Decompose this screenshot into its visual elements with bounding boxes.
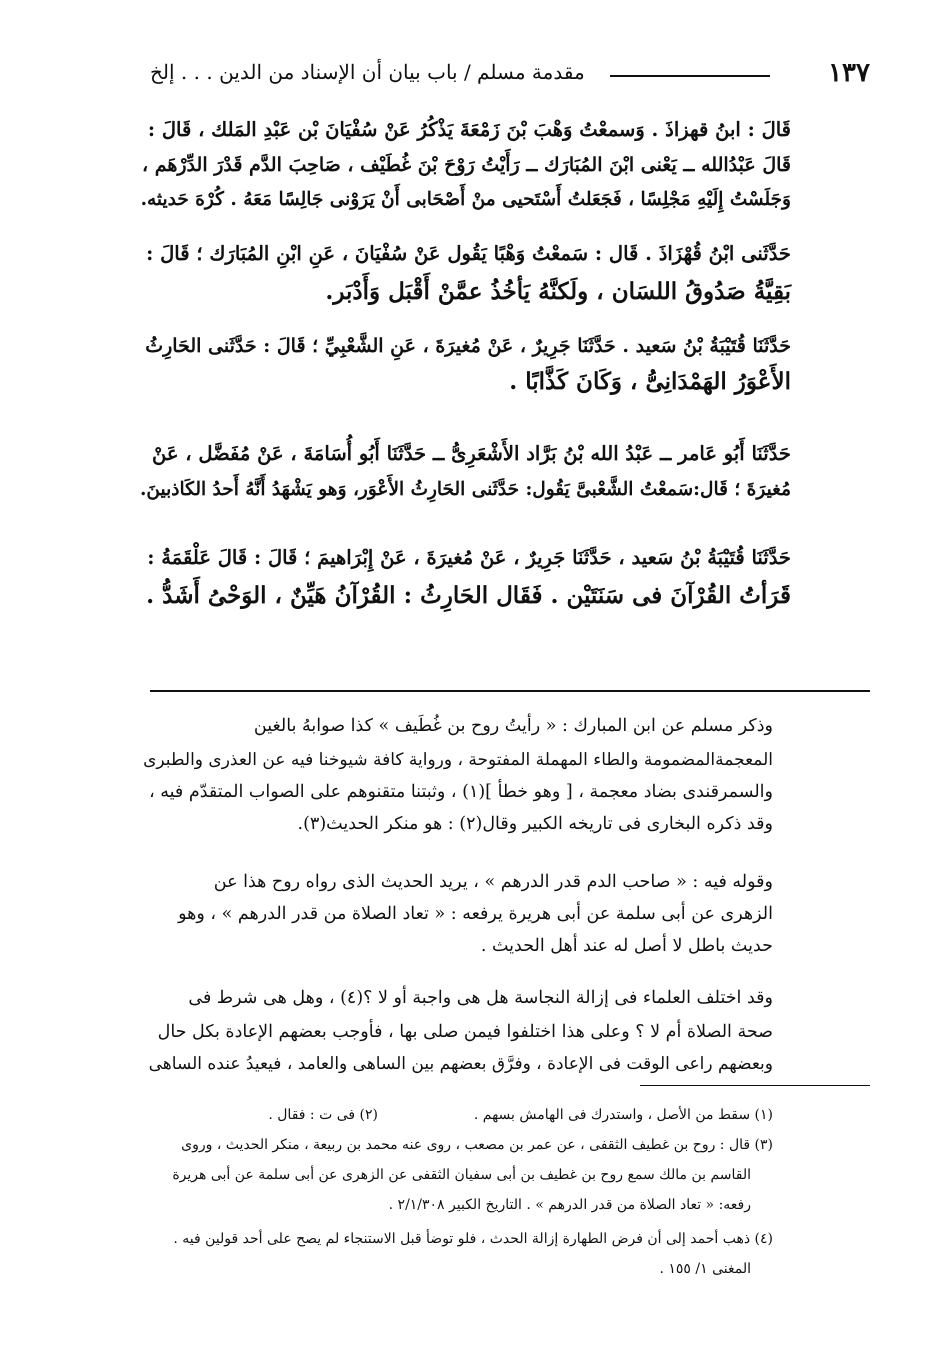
footnote-divider [640, 1085, 870, 1086]
running-header [150, 58, 870, 92]
main-text-line: قَالَ : ابنُ قهزاذَ . وَسمعْتُ وَهْبَ بْنَ زَمْعَةَ يَذْكُرُ عَنْ سُفْيَانَ بْن عَبْدِ المَلك ، قَالَ : [147, 118, 791, 141]
footnote-4-line: المغنى ١/ ١٥٥ . [659, 1261, 751, 1277]
main-text-line: حَدَّثَنَا قُتَيْبَةُ بْنُ سَعيد . حَدَّثَنَا جَرِيرٌ ، عَنْ مُغيرَةَ ، عَنِ الشَّعْبِيِّ ؛ قَالَ : حَدَّثَنى الحَارِثُ [145, 335, 791, 357]
commentary-line: الزهرى عن أبى سلمة عن أبى هريرة يرفعه : « تعاد الصلاة من قدر الدرهم » ، وهو [178, 904, 773, 924]
commentary-line: وقد اختلف العلماء فى إزالة النجاسة هل هى واجبة أو لا ؟(٤) ، وهل هى شرط فى [188, 988, 773, 1008]
header-rule [610, 75, 770, 77]
main-text-line: وَجَلَسْتُ إِلَيْهِ مَجْلِسًا ، فَجَعَلتُ أَسْتَحيى منْ أَصْحَابى أَنْ يَرَوْنى جَالِسًا مَعَهُ . كُرْهَ حَديثه. [140, 189, 791, 210]
main-text-line: قَرَأتُ القُرْآنَ فى سَنَتَيْن . فَقَال الحَارِثُ : القُرْآنُ هَيِّنٌ ، الوَحْىُ أَشَدُّ . [146, 582, 791, 609]
commentary-line: وقد ذكره البخارى فى تاريخه الكبير وقال(٢) : هو منكر الحديث(٣). [297, 814, 773, 834]
footnote-4-line: (٤) ذهب أحمد إلى أن فرض الطهارة إزالة الحدث ، فلو توضأ قبل الاستنجاء لم يصح على أحد قولين فيه . [173, 1231, 773, 1247]
main-text-line: مُغيرَةَ ؛ قَال:سَمعْتُ الشَّعْبىَّ يَقُول: حَدَّثَنى الحَارِثُ الأَعْوَر، وَهو يَشْهَدُ أَنَّهُ أَحدُ الكَاذبينَ. [139, 479, 791, 500]
main-text-line: حَدَّثَنَا أَبُو عَامر ــ عَبْدُ الله بْنُ بَرَّاد الأَشْعَرِىُّ ــ حَدَّثَنَا أَبُو أُسَامَةَ ، عَنْ مُفَضَّل ، عَنْ [152, 442, 791, 465]
page-number: ١٣٧ [828, 58, 870, 88]
footnote-1: (١) سقط من الأصل ، واستدرك فى الهامش بسهم . [473, 1107, 773, 1123]
section-divider [150, 690, 870, 692]
footnote-3-line: (٣) قال : روح بن غطيف الثقفى ، عن عمر بن مصعب ، روى عنه محمد بن ربيعة ، منكر الحديث ، وروى [181, 1137, 773, 1153]
footnote-row [83, 1104, 773, 1130]
main-text-line: الأَعْوَرُ الهَمْدَانِىُّ ، وَكَانَ كَذَّابًا . [509, 368, 791, 395]
running-title: مقدمة مسلم / باب بيان أن الإسناد من الدين . . . إلخ [150, 60, 585, 84]
footnote-3-line: القاسم بن مالك سمع روح بن غطيف بن أبى سفيان الثقفى عن الزهرى عن أبى سلمة عن أبى هريرة [172, 1167, 751, 1183]
commentary-line: وبعضهم راعى الوقت فى الإعادة ، وفرَّق بعضهم بين الساهى والعامد ، فيعيدُ عنده الساهى [148, 1054, 773, 1074]
commentary-line: والسمرقندى بضاد معجمة ، [ وهو خطأ ](١) ، وثبتنا متقنوهم على الصواب المتقدّم فيه ، [149, 782, 773, 802]
commentary-line: صحة الصلاة أم لا ؟ وعلى هذا اختلفوا فيمن صلى بها ، فأوجب بعضهم الإعادة بكل حال [157, 1022, 773, 1042]
footnote-2: (٢) فى ت : فقال . [268, 1107, 378, 1123]
commentary-line: حديث باطل لا أصل له عند أهل الحديث . [480, 936, 773, 956]
commentary-line: وذكر مسلم عن ابن المبارك : « رأيتُ روح بن غُطَيف » كذا صوابهُ بالغين [253, 716, 773, 736]
commentary-line: وقوله فيه : « صاحب الدم قدر الدرهم » ، يريد الحديث الذى رواه روح هذا عن [213, 872, 773, 892]
commentary-line: المعجمةالمضمومة والطاء المهملة المفتوحة ، ورواية كافة شيوخنا فيه عن العذرى والطبرى [143, 750, 773, 770]
main-text-line: حَدَّثَنى ابْنُ قُهْزَاذَ . قَال : سَمعْتُ وَهْبًا يَقُول عَنْ سُفْيَانَ ، عَنِ ابْنِ المُبَارَك ؛ قَالَ : [146, 242, 791, 265]
main-text-line: قَالَ عَبْدُالله ــ يَعْنى ابْنَ المُبَارَك ــ رَأَيْتُ رَوْحَ بْنَ غُطَيْف ، صَاحِبَ الدَّم قَدْرَ الدِّرْهَم ، [141, 154, 791, 176]
main-text-line: بَقِيَّةُ صَدُوقُ اللسَان ، ولَكنَّهُ يَأخُذُ عمَّنْ أَقْبَل وَأَدْبَر. [325, 278, 791, 305]
footnote-3-line: رفعه: « تعاد الصلاة من قدر الدرهم » . التاريخ الكبير ٢/١/٣٠٨ . [388, 1197, 751, 1213]
main-text-line: حَدَّثَنَا قُتَيْبَةُ بْنُ سَعيد ، حَدَّثَنَا جَرِيرٌ ، عَنْ مُغيرَةَ ، عَنْ إِبْرَاهيمَ ؛ قَالَ : قَالَ عَلْقَمَةُ : [147, 546, 791, 569]
